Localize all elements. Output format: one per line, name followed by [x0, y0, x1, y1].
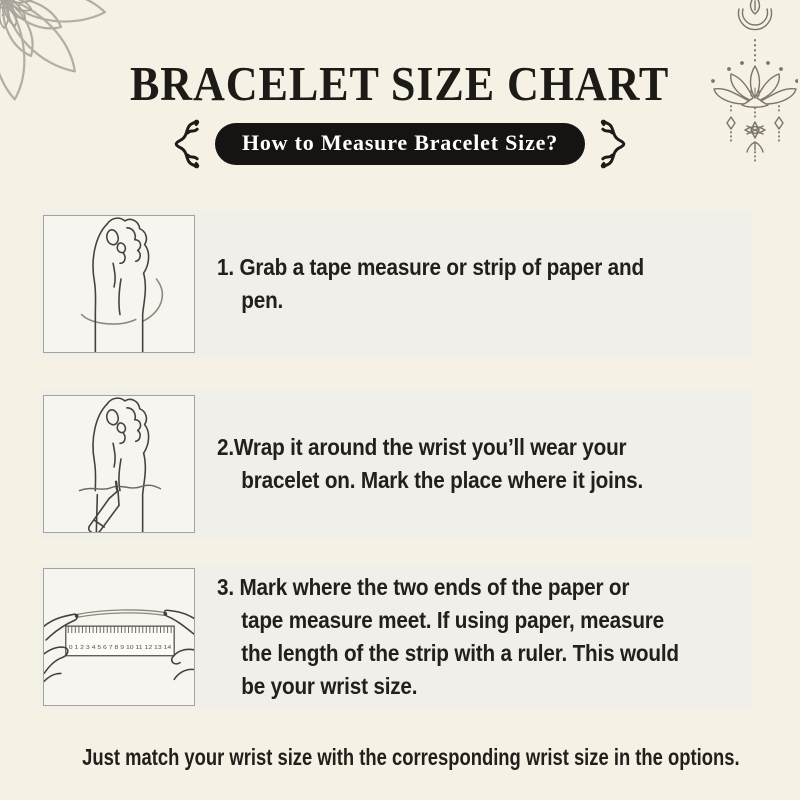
step2-line: 2.Wrap it around the wrist you’ll wear your [217, 434, 627, 460]
page-title: BRACELET SIZE CHART [130, 56, 670, 111]
step2-line: bracelet on. Mark the place where it joins. [241, 467, 644, 493]
flourish-right-icon [598, 118, 630, 170]
step-row-2 [39, 390, 752, 538]
step3-line: tape measure meet. If using paper, measure [241, 607, 665, 633]
step-row-1 [39, 210, 752, 358]
footer-note: Just match your wrist size with the corresponding wrist size in the options. [82, 744, 740, 770]
step-row-3 [39, 565, 752, 709]
step1-instructions [199, 251, 752, 317]
step3-line: be your wrist size. [241, 673, 418, 699]
step3-instructions [199, 571, 752, 703]
steps-list [39, 210, 752, 709]
step2-hand-pen-illustration [43, 395, 195, 533]
step3-line: 3. Mark where the two ends of the paper or [217, 574, 630, 600]
step3-ruler-illustration [43, 568, 195, 706]
step1-hand-tape-illustration [43, 215, 195, 353]
step1-line: pen. [241, 287, 284, 313]
badge-row [0, 118, 800, 170]
step2-instructions [199, 431, 752, 497]
step3-line: the length of the strip with a ruler. This would [241, 640, 679, 666]
step1-line: 1. Grab a tape measure or strip of paper and [217, 254, 644, 280]
flourish-left-icon [170, 118, 202, 170]
how-to-measure-badge: How to Measure Bracelet Size? [215, 123, 585, 165]
ruler-numbers: 0 1 2 3 4 5 6 7 8 9 10 11 12 13 14 [68, 644, 172, 651]
